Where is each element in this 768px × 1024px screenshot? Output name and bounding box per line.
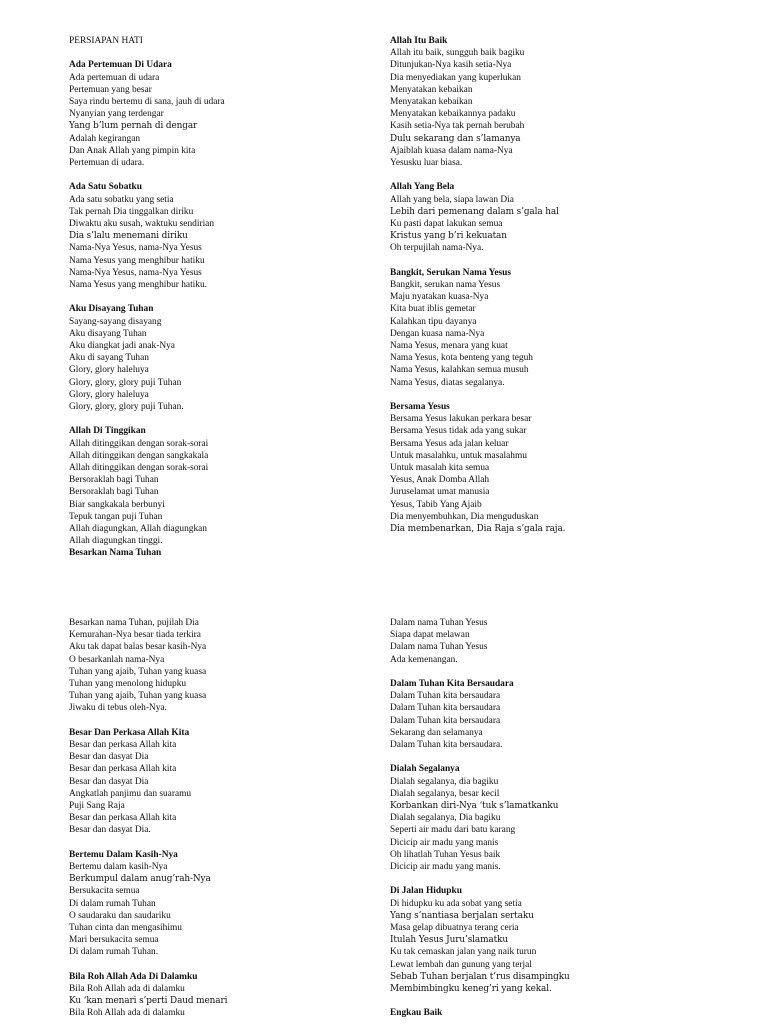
lyric-line: Dia membenarkan, Dia Raja s’gala raja.	[390, 524, 566, 535]
lyric-line: Dicicip air madu yang manis	[390, 837, 499, 848]
lyric-line: Allah ditinggikan dengan sorak-sorai	[69, 438, 209, 449]
song-title: Bertemu Dalam Kasih-Nya	[69, 849, 178, 860]
lyric-line: Glory, glory, glory puji Tuhan.	[69, 402, 184, 413]
lyric-line: Adalah kegirangan	[69, 133, 141, 144]
lyric-line: Masa gelap dibuatnya terang ceria	[390, 923, 519, 934]
lyric-line: Yesusku luar biasa.	[390, 158, 463, 169]
lyric-line: Allah diagungkan tinggi.	[69, 536, 163, 547]
lyric-line: Yesus, Tabib Yang Ajaib	[390, 499, 482, 510]
column-top-right	[390, 35, 690, 535]
lyric-line: Besar dan perkasa Allah kita	[69, 764, 177, 775]
lyric-line: Menyatakan kebaikan	[390, 97, 473, 108]
song-title: Ada Satu Sobatku	[69, 182, 142, 193]
lyric-line: Ajaiblah kuasa dalam nama-Nya	[390, 145, 513, 156]
lyric-line: Aku diangkat jadi anak-Nya	[69, 341, 175, 352]
lyric-line: Di hidupku ku ada sobat yang setia	[390, 898, 522, 909]
lyric-line: Berkumpul dalam anug’rah-Nya	[69, 874, 211, 885]
lyric-line: Sayang-sayang disayang	[69, 316, 162, 327]
lyric-line: Bersoraklah bagi Tuhan	[69, 487, 159, 498]
song-title: Besarkan Nama Tuhan	[69, 548, 162, 559]
lyric-line: Diwaktu aku susah, waktuku sendirian	[69, 219, 215, 230]
lyric-line: Dan Anak Allah yang pimpin kita	[69, 145, 196, 156]
song-block	[69, 425, 369, 547]
lyric-line: Bertemu dalam kasih-Nya	[69, 862, 168, 873]
song-block	[390, 1007, 690, 1019]
lyric-line: Pertemuan di udara.	[69, 158, 145, 169]
lyric-line: Biar sangkakala berbunyi	[69, 499, 165, 510]
lyric-line: Besar dan dasyat Dia	[69, 776, 149, 787]
lyric-line: Aku tak dapat balas besar kasih-Nya	[69, 642, 207, 653]
lyric-line: Tepuk tangan puji Tuhan	[69, 511, 163, 522]
lyric-line: Dialah segalanya, dia bagiku	[390, 776, 499, 787]
lyric-line: Jiwaku di tebus oleh-Nya.	[69, 703, 167, 714]
lyric-line: Maju nyatakan kuasa-Nya	[390, 292, 489, 303]
song-block	[390, 267, 690, 389]
lyric-line: Nama-Nya Yesus, nama-Nya Yesus	[69, 267, 202, 278]
song-block	[69, 971, 369, 1020]
lyric-line: Pertemuan yang besar	[69, 84, 152, 95]
song-block	[69, 181, 369, 291]
song-block	[390, 35, 690, 169]
lyric-line: Allah ditinggikan dengan sangkakala	[69, 450, 209, 461]
lyric-line: Aku disayang Tuhan	[69, 328, 147, 339]
lyric-line: Ditunjukan-Nya kasih setia-Nya	[390, 60, 512, 71]
lyric-line: Glory, glory haleluya	[69, 365, 149, 376]
lyric-line: Tak pernah Dia tinggalkan diriku	[69, 206, 194, 217]
song-block	[390, 401, 690, 535]
song-block	[69, 547, 369, 559]
lyric-line: Bersama Yesus lakukan perkara besar	[390, 414, 532, 425]
lyric-line: Kasih setia-Nya tak pernah berubah	[390, 121, 525, 132]
lyric-line: Tuhan yang menolong hidupku	[69, 679, 187, 690]
song-title: Allah Di Tinggikan	[69, 426, 146, 437]
lyric-line: Tuhan cinta dan mengasihimu	[69, 923, 182, 934]
lyric-line: Ku pasti dapat lakukan semua	[390, 219, 503, 230]
lyric-line: Oh terpujilah nama-Nya.	[390, 243, 484, 254]
song-title: Dalam Tuhan Kita Bersaudara	[390, 679, 514, 689]
lyric-line: Di dalam rumah Tuhan	[69, 898, 156, 909]
song-title: Bersama Yesus	[390, 402, 450, 413]
lyric-line: Lebih dari pemenang dalam s’gala hal	[390, 206, 559, 217]
lyric-line: Nama-Nya Yesus, nama-Nya Yesus	[69, 243, 202, 254]
song-block	[390, 181, 690, 254]
song-block	[69, 59, 369, 169]
lyric-line: Dalam Tuhan kita bersaudara.	[390, 740, 503, 751]
lyric-line: Dialah segalanya, Dia bagiku	[390, 813, 501, 824]
lyric-line: Nama Yesus yang menghibur hatiku	[69, 255, 205, 266]
lyric-line: Bangkit, serukan nama Yesus	[390, 280, 501, 291]
lyric-line: O saudaraku dan saudariku	[69, 910, 171, 921]
lyric-line: Dia menyembuhkan, Dia menguduskan	[390, 511, 539, 522]
lyric-line: Ku ‘kan menari s’perti Daud menari	[69, 996, 228, 1007]
song-title: Ada Pertemuan Di Udara	[69, 60, 172, 71]
lyric-line: Besar dan dasyat Dia.	[69, 825, 151, 836]
lyric-line: Itulah Yesus Juru’slamatku	[390, 935, 508, 946]
lyric-line: Di dalam rumah Tuhan.	[69, 947, 159, 958]
lyric-line: Allah ditinggikan dengan sorak-sorai	[69, 463, 209, 474]
song-block	[69, 849, 369, 959]
column-bottom-left	[69, 617, 369, 1020]
lyric-line: Mari bersukacita semua	[69, 935, 159, 946]
lyric-line: Nama Yesus, menara yang kuat	[390, 341, 508, 352]
lyric-line: Kalahkan tipu dayanya	[390, 316, 477, 327]
song-title: Engkau Baik	[390, 1008, 443, 1019]
column-top-left	[69, 35, 369, 560]
lyric-line: Yang b’lum pernah di dengar	[69, 121, 198, 132]
song-block	[69, 617, 369, 715]
lyric-line: Dalam Tuhan kita bersaudara	[390, 715, 501, 726]
lyric-line: Sekarang dan selamanya	[390, 727, 483, 738]
lyric-line: Dalam Tuhan kita bersaudara	[390, 703, 501, 714]
lyric-line: Kita buat iblis gemetar	[390, 304, 476, 315]
lyric-line: Dulu sekarang dan s’lamanya	[390, 133, 521, 144]
song-title: Dialah Segalanya	[390, 764, 460, 775]
lyric-line: Allah yang bela, siapa lawan Dia	[390, 194, 514, 205]
song-title: Besar Dan Perkasa Allah Kita	[69, 727, 190, 738]
lyric-line: Untuk masalahku, untuk masalahmu	[390, 450, 527, 461]
lyric-line: Nama Yesus, kota benteng yang teguh	[390, 353, 533, 364]
lyric-line: Dengan kuasa nama-Nya	[390, 328, 485, 339]
lyric-line: Allah itu baik, sungguh baik bagiku	[390, 48, 525, 59]
song-title: Di Jalan Hidupku	[390, 886, 462, 897]
lyric-line: Puji Sang Raja	[69, 801, 125, 812]
lyric-line: Dalam Tuhan kita bersaudara	[390, 691, 501, 702]
lyric-line: Kemurahan-Nya besar tiada terkira	[69, 630, 201, 641]
lyric-line: Tuhan yang ajaib, Tuhan yang kuasa	[69, 666, 207, 677]
lyric-line: Dicicip air madu yang manis.	[390, 862, 501, 873]
song-block	[69, 303, 369, 413]
lyric-line: Seperti air madu dari batu karang	[390, 825, 516, 836]
column-bottom-right	[390, 617, 690, 1020]
lyric-line: Angkatlah panjimu dan suaramu	[69, 788, 192, 799]
song-title: Bila Roh Allah Ada Di Dalamku	[69, 971, 198, 982]
song-title: Aku Disayang Tuhan	[69, 304, 154, 315]
lyric-line: Korbankan diri-Nya ‘tuk s’lamatkanku	[390, 801, 559, 812]
lyric-line: Menyatakan kebaikan	[390, 84, 473, 95]
lyric-line: Sebab Tuhan berjalan t’rus disampingku	[390, 971, 570, 982]
lyric-line: Saya rindu bertemu di sana, jauh di udara	[69, 97, 225, 107]
lyric-line: Juruselamat umat manusia	[390, 487, 490, 498]
lyric-line: Aku di sayang Tuhan	[69, 353, 149, 364]
lyric-line: Untuk masalah kita semua	[390, 463, 490, 474]
lyric-line: Bersama Yesus tidak ada yang sukar	[390, 426, 527, 437]
lyric-line: O besarkanlah nama-Nya	[69, 654, 165, 665]
song-block	[390, 617, 690, 666]
page-heading: PERSIAPAN HATI	[69, 36, 143, 46]
lyric-line: Tuhan yang ajaib, Tuhan yang kuasa	[69, 691, 207, 702]
lyric-line: Ada satu sobatku yang setia	[69, 194, 174, 205]
lyric-line: Bila Roh Allah ada di dalamku	[69, 1008, 185, 1019]
lyric-line: Ku tak cemaskan jalan yang naik turun	[390, 947, 537, 958]
lyric-line: Bersoraklah bagi Tuhan	[69, 475, 159, 486]
lyric-line: Oh lihatlah Tuhan Yesus baik	[390, 849, 501, 860]
lyric-line: Dalam nama Tuhan Yesus	[390, 618, 488, 628]
lyric-line: Besarkan nama Tuhan, pujilah Dia	[69, 618, 199, 628]
lyric-line: Siapa dapat melawan	[390, 630, 470, 641]
lyric-line: Glory, glory, glory puji Tuhan	[69, 377, 182, 388]
lyric-line: Nama Yesus, kalahkan semua musuh	[390, 365, 529, 376]
lyric-line: Menyatakan kebaikannya padaku	[390, 109, 516, 120]
lyric-line: Membimbingku keneg’ri yang kekal.	[390, 984, 552, 995]
lyric-line: Kristus yang b’ri kekuatan	[390, 231, 507, 242]
lyric-line: Ada pertemuan di udara	[69, 72, 160, 83]
lyric-line: Bersama Yesus ada jalan keluar	[390, 438, 509, 449]
song-block	[390, 678, 690, 751]
lyric-line: Dia menyediakan yang kuperlukan	[390, 72, 521, 83]
lyric-line: Dalam nama Tuhan Yesus	[390, 642, 488, 653]
lyric-line: Glory, glory haleluya	[69, 389, 149, 400]
lyric-line: Besar dan perkasa Allah kita	[69, 740, 177, 751]
song-block	[390, 763, 690, 873]
lyric-line: Yang s’nantiasa berjalan sertaku	[390, 910, 534, 921]
lyric-line: Bila Roh Allah ada di dalamku	[69, 984, 185, 995]
song-block	[390, 885, 690, 995]
lyric-line: Dialah segalanya, besar kecil	[390, 788, 500, 799]
lyric-line: Dia s’lalu menemani diriku	[69, 231, 188, 242]
lyric-line: Besar dan perkasa Allah kita	[69, 813, 177, 824]
lyric-line: Yesus, Anak Domba Allah	[390, 475, 490, 486]
lyric-line: Bersukacita semua	[69, 886, 140, 897]
lyric-line: Besar dan dasyat Dia	[69, 752, 149, 763]
song-title: Bangkit, Serukan Nama Yesus	[390, 267, 512, 278]
lyric-line: Lewat lembah dan gunung yang terjal	[390, 959, 532, 970]
lyric-line: Nyanyian yang terdengar	[69, 109, 164, 120]
lyric-line: Ada kemenangan.	[390, 654, 458, 665]
song-title: Allah Itu Baik	[390, 36, 448, 46]
lyric-line: Nama Yesus, diatas segalanya.	[390, 377, 505, 388]
song-block	[69, 727, 369, 837]
lyric-line: Allah diagungkan, Allah diagungkan	[69, 524, 207, 535]
lyric-line: Nama Yesus yang menghibur hatiku.	[69, 280, 208, 291]
song-title: Allah Yang Bela	[390, 182, 455, 193]
